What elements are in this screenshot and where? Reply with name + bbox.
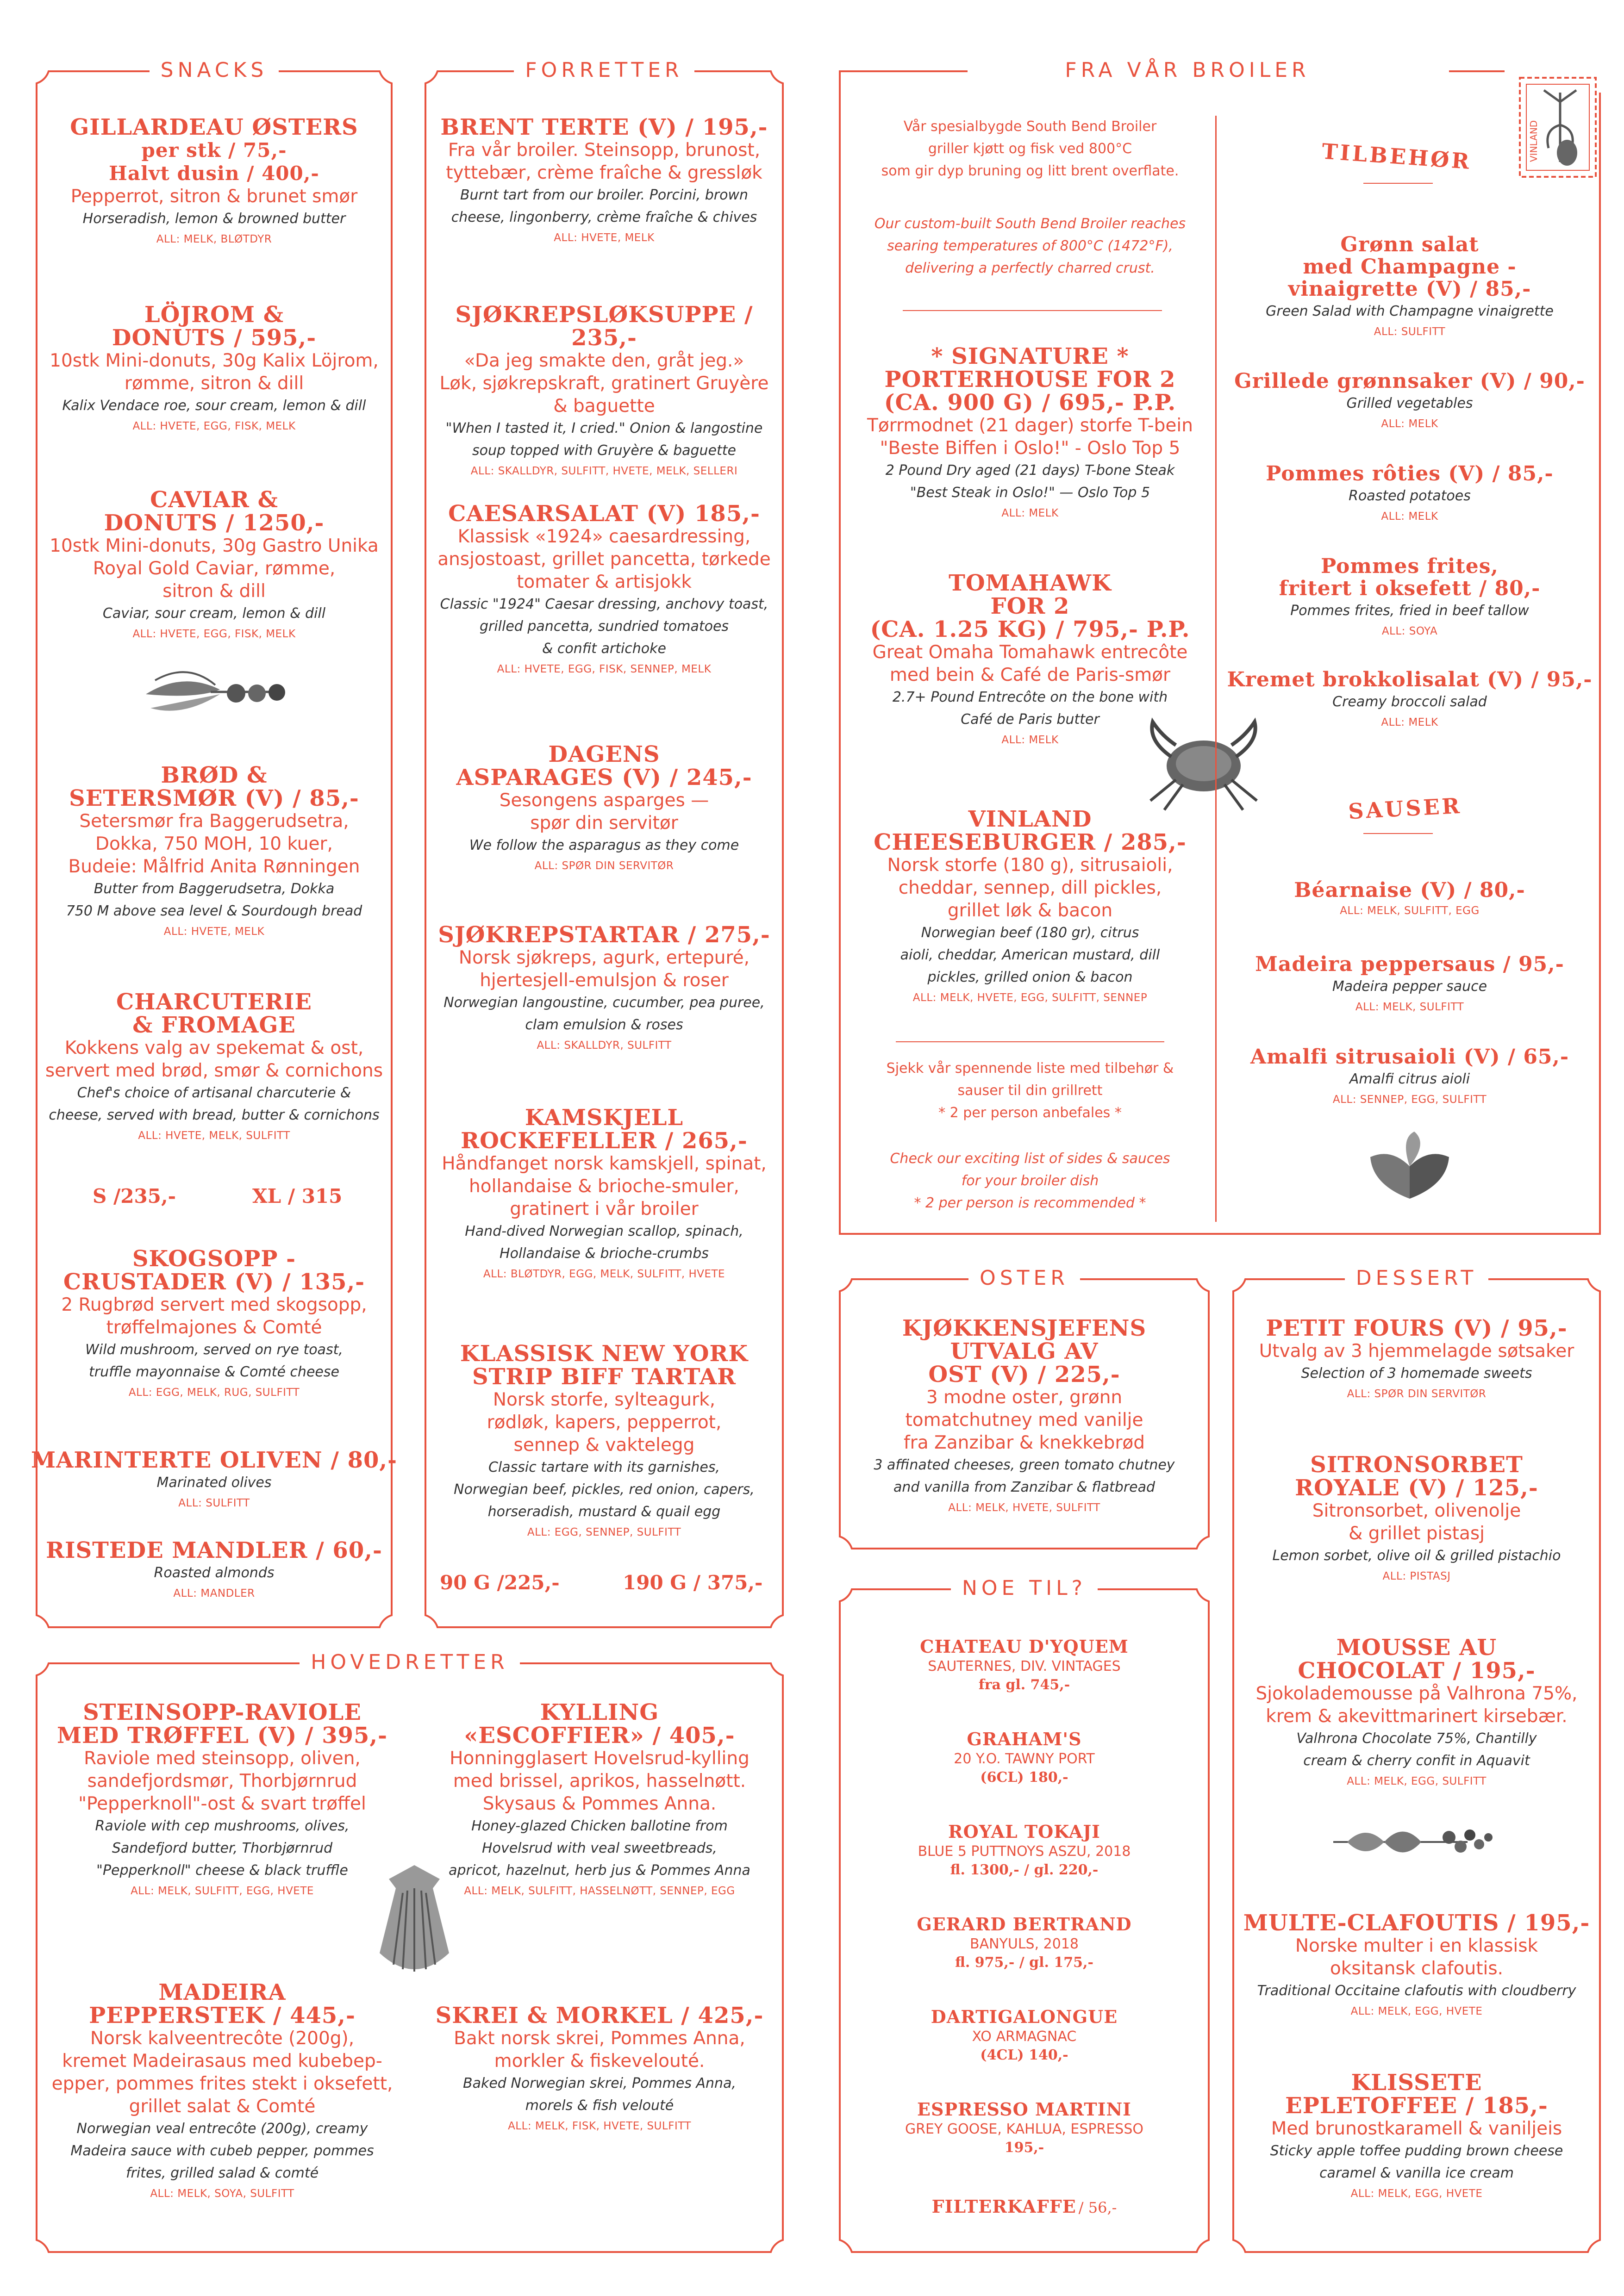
lobster-stamp-icon — [1516, 74, 1599, 182]
menu-item: * SIGNATURE * PORTERHOUSE FOR 2 (CA. 900 G) / 695,- P.P. Tørrmodnet (21 dager) storfe T-bein "Beste Biffen i Oslo!" - Oslo Top 5 2 Pound Dry aged (21 days) T-bone Steak "Best Steak in Oslo!" — Oslo Top 5 ALL: MELK — [867, 343, 1193, 519]
menu-item: DAGENS ASPARAGES (V) / 245,- Sesongens asparges — spør din servitør We follow the asparagus as they come ALL: SPØR DIN SERVITØR — [456, 741, 752, 872]
snacks-title: SNACKS — [30, 58, 398, 82]
menu-item: STEINSOPP-RAVIOLE MED TRØFFEL (V) / 395,- Raviole med steinsopp, oliven, sandefjordsmør, Thorbjørnrud "Pepperknoll"-ost & svart trøffel Raviole with cep mushrooms, olives, Sandefjord butter, Thorbjørnrud "Pepperknoll" cheese & black truffle ALL: MELK, SULFITT, EGG, HVETE — [56, 1699, 388, 1897]
dessert-panel — [1227, 1266, 1606, 2259]
menu-item: Pommes frites, fritert i oksefett / 80,- Pommes frites, fried in beef tallow ALL: SOYA — [1279, 554, 1541, 637]
menu-item: KLISSETE EPLETOFFEE / 185,- Med brunostkaramell & vaniljeis Sticky apple toffee pudding brown cheese caramel & vanilla ice cream ALL: MELK, EGG, HVETE — [1270, 2070, 1563, 2200]
divider — [903, 310, 1162, 311]
divider — [1363, 183, 1433, 184]
menu-item: Pommes rôties (V) / 85,- Roasted potatoes ALL: MELK — [1266, 462, 1554, 523]
column-divider — [1215, 116, 1217, 1222]
drink-item: DARTIGALONGUE XO ARMAGNAC (4CL) 140,- — [931, 2006, 1118, 2063]
drink-item: CHATEAU D'YQUEM SAUTERNES, DIV. VINTAGES fra gl. 745,- — [920, 1636, 1129, 1693]
forretter-panel — [419, 58, 789, 1634]
menu-item: MULTE-CLAFOUTIS / 195,- Norske multer i en klassisk oksitansk clafoutis. Traditional Occitaine clafoutis with cloudberry ALL: MELK, EGG, HVETE — [1243, 1910, 1590, 2017]
menu-item: Béarnaise (V) / 80,- ALL: MELK, SULFITT, EGG — [1294, 878, 1525, 917]
broiler-outro-no: Sjekk vår spennende liste med tilbehør & sauser til din grillrett * 2 per person anbefales * — [886, 1060, 1174, 1121]
menu-item: KLASSISK NEW YORK STRIP BIFF TARTAR Norsk storfe, sylteagurk, rødløk, kapers, pepperrot, sennep & vaktelegg Classic tartare with its garnishes, Norwegian beef, pickles, red onion, capers, horseradish, mustard & quail egg ALL: EGG, SENNEP, SULFITT — [454, 1341, 755, 1538]
menu-item: GILLARDEAU ØSTERS per stk / 75,- Halvt dusin / 400,- Pepperrot, sitron & brunet smør Horseradish, lemon & browned butter ALL: MELK, BLØTDYR — [70, 114, 358, 245]
menu-item: MADEIRA PEPPERSTEK / 445,- Norsk kalveentrecôte (200g), kremet Madeirasaus med kubebep- epper, pommes frites stekt i oksefett, grillet salat & Comté Norwegian veal entrecôte (200g), creamy Madeira sauce with cubeb pepper, pommes frites, grilled salad & comté ALL: MELK, SOYA, SULFITT — [51, 1979, 393, 2200]
menu-item: LÖJROM & DONUTS / 595,- 10stk Mini-donuts, 30g Kalix Löjrom, rømme, sitron & dill Kalix Vendace roe, sour cream, lemon & dill ALL: HVETE, EGG, FISK, MELK — [50, 302, 379, 432]
menu-item: Amalfi sitrusaioli (V) / 65,- Amalfi citrus aioli ALL: SENNEP, EGG, SULFITT — [1250, 1045, 1569, 1106]
dessert-title: DESSERT — [1227, 1266, 1606, 1290]
menu-item: SITRONSORBET ROYALE (V) / 125,- Sitronsorbet, olivenolje & grillet pistasj Lemon sorbet, olive oil & grilled pistachio ALL: PISTASJ — [1272, 1452, 1561, 1582]
menu-item: MOUSSE AU CHOCOLAT / 195,- Sjokolademousse på Valhrona 75%, krem & akevittmarinert kirsebær. Valhrona Chocolate 75%, Chantilly cream & cherry confit in Aquavit ALL: MELK, EGG, SULFITT — [1255, 1635, 1578, 1787]
size-90g-price: 90 G /225,- — [440, 1571, 560, 1594]
noe-til-panel — [833, 1576, 1215, 2259]
menu-item: MARINTERTE OLIVEN / 80,- Marinated olives ALL: SULFITT — [31, 1447, 398, 1509]
menu-item: KYLLING «ESCOFFIER» / 405,- Honningglasert Hovelsrud-kylling med brissel, aprikos, hasselnøtt. Skysaus & Pommes Anna. Honey-glazed Chicken ballotine from Hovelsrud with veal sweetbreads, apricot, hazelnut, herb jus & Pommes Anna ALL: MELK, SULFITT, HASSELNØTT, SENNEP, EGG — [449, 1699, 750, 1897]
divider — [1363, 833, 1433, 834]
oster-panel — [833, 1266, 1215, 1555]
menu-item: CHARCUTERIE & FROMAGE Kokkens valg av spekemat & ost, servert med brød, smør & cornichons Chef's choice of artisanal charcuterie & cheese, served with bread, butter & cornichons ALL: HVETE, MELK, SULFITT — [45, 989, 383, 1142]
menu-item: SJØKREPSTARTAR / 275,- Norsk sjøkreps, agurk, ertepuré, hjertesjell-emulsjon & roser Norwegian langoustine, cucumber, pea puree, clam emulsion & roses ALL: SKALLDYR, SULFITT — [438, 922, 770, 1052]
menu-item: Madeira peppersaus / 95,- Madeira pepper sauce ALL: MELK, SULFITT — [1255, 952, 1564, 1013]
drink-item: ESPRESSO MARTINI GREY GOOSE, KAHLUA, ESPRESSO 195,- — [905, 2099, 1144, 2156]
basil-leaf-icon — [1363, 1129, 1456, 1205]
drink-item: ROYAL TOKAJI BLUE 5 PUTTNOYS ASZU, 2018 fl. 1300,- / gl. 220,- — [918, 1821, 1131, 1878]
hovedretter-panel — [30, 1650, 789, 2259]
broiler-panel — [833, 58, 1606, 1240]
sauser-title: SAUSER — [1347, 793, 1463, 824]
menu-item: CAESARSALAT (V) 185,- Klassisk «1924» caesardressing, ansjostoast, grillet pancetta, tørkede tomater & artisjokk Classic "1924" Caesar dressing, anchovy toast, grilled pancetta, sundried tomatoes & confit artichoke ALL: HVETE, EGG, FISK, SENNEP, MELK — [437, 501, 771, 675]
divider — [896, 1041, 1164, 1042]
herb-sprig-icon — [141, 662, 294, 724]
menu-item: SJØKREPSLØKSUPPE / 235,- «Da jeg smakte den, gråt jeg.» Løk, sjøkrepskraft, gratinert Gruyère & baguette "When I tasted it, I cried." Onion & langostine soup topped with Gruyère & baguette ALL: SKALLDYR, SULFITT, HVETE, MELK, SELLERI — [439, 302, 769, 477]
menu-item: SKREI & MORKEL / 425,- Bakt norsk skrei, Pommes Anna, morkler & fiskevelouté. Baked Norwegian skrei, Pommes Anna, morels & fish velouté ALL: MELK, FISK, HVETE, SULFITT — [435, 2003, 764, 2132]
hovedretter-title: HOVEDRETTER — [30, 1650, 789, 1674]
menu-item: BRENT TERTE (V) / 195,- Fra vår broiler. Steinsopp, brunost, tyttebær, crème fraîche & gressløk Burnt tart from our broiler. Porcini, brown cheese, lingonberry, crème fraîche & chives ALL: HVETE, MELK — [440, 114, 768, 244]
flower-sprig-icon — [1329, 1810, 1505, 1876]
broiler-title: FRA VÅR BROILER — [954, 58, 1421, 82]
oster-title: OSTER — [833, 1266, 1215, 1290]
menu-item: KJØKKENSJEFENS UTVALG AV OST (V) / 225,- 3 modne oster, grønn tomatchutney med vanilje fra Zanzibar & knekkebrød 3 affinated cheeses, green tomato chutney and vanilla from Zanzibar & flatbread ALL: MELK, HVETE, SULFITT — [874, 1315, 1175, 1514]
broiler-intro-en: Our custom-built South Bend Broiler reaches searing temperatures of 800°C (1472°F), delivering a perfectly charred crust. — [874, 216, 1186, 276]
broiler-intro-no: Vår spesialbygde South Bend Broiler griller kjøtt og fisk ved 800°C som gir dyp bruning og litt brent overflate. — [881, 118, 1179, 179]
size-xl-price: XL / 315 — [252, 1185, 343, 1207]
size-190g-price: 190 G / 375,- — [623, 1571, 763, 1594]
menu-item: SKOGSOPP - CRUSTADER (V) / 135,- 2 Rugbrød servert med skogsopp, trøffelmajones & Comté Wild mushroom, served on rye toast, truffle mayonnaise & Comté cheese ALL: EGG, MELK, RUG, SULFITT — [61, 1246, 367, 1399]
menu-item: RISTEDE MANDLER / 60,- Roasted almonds ALL: MANDLER — [46, 1537, 382, 1599]
menu-item: KAMSKJELL ROCKEFELLER / 265,- Håndfanget norsk kamskjell, spinat, hollandaise & brioche-smuler, gratinert i vår broiler Hand-dived Norwegian scallop, spinach, Hollandaise & brioche-crumbs ALL: BLØTDYR, EGG, MELK, SULFITT, HVETE — [442, 1105, 767, 1280]
noe-til-title: NOE TIL? — [833, 1576, 1215, 1600]
menu-item: PETIT FOURS (V) / 95,- Utvalg av 3 hjemmelagde søtsaker Selection of 3 homemade sweets ALL: SPØR DIN SERVITØR — [1259, 1315, 1574, 1400]
forretter-title: FORRETTER — [419, 58, 789, 82]
menu-item: BRØD & SETERSMØR (V) / 85,- Setersmør fra Baggerudsetra, Dokka, 750 MOH, 10 kuer, Budeie: Målfrid Anita Rønningen Butter from Baggerudsetra, Dokka 750 M above sea level & Sourdough bread ALL: HVETE, MELK — [66, 762, 362, 938]
drink-item: GERARD BERTRAND BANYULS, 2018 fl. 975,- / gl. 175,- — [917, 1914, 1132, 1971]
menu-item: Kremet brokkolisalat (V) / 95,- Creamy broccoli salad ALL: MELK — [1227, 668, 1593, 728]
menu-item: CAVIAR & DONUTS / 1250,- 10stk Mini-donuts, 30g Gastro Unika Royal Gold Caviar, rømme, sitron & dill Caviar, sour cream, lemon & dill ALL: HVETE, EGG, FISK, MELK — [50, 487, 379, 640]
drink-item: FILTERKAFFE / 56,- — [931, 2196, 1117, 2217]
drink-item: GRAHAM'S 20 Y.O. TAWNY PORT (6CL) 180,- — [954, 1729, 1095, 1786]
menu-item: Grønn salat med Champagne - vinaigrette (V) / 85,- Green Salad with Champagne vinaigrette ALL: SULFITT — [1266, 233, 1554, 338]
svg-text:VINLAND: VINLAND — [1528, 120, 1539, 162]
menu-item: VINLAND CHEESEBURGER / 285,- Norsk storfe (180 g), sitrusaioli, cheddar, sennep, dill pickles, grillet løk & bacon Norwegian beef (180 gr), citrus aioli, cheddar, American mustard, dill pickles, grilled onion & bacon ALL: MELK, HVETE, EGG, SULFITT, SENNEP — [874, 806, 1187, 1004]
broiler-outro-en: Check our exciting list of sides & sauces for your broiler dish * 2 per person is recommended * — [890, 1151, 1170, 1211]
snacks-panel — [30, 58, 398, 1634]
menu-item: TOMAHAWK FOR 2 (CA. 1.25 KG) / 795,- P.P. Great Omaha Tomahawk entrecôte med bein & Café de Paris-smør 2.7+ Pound Entrecôte on the bone with Café de Paris butter ALL: MELK — [870, 570, 1190, 746]
menu-item: Grillede grønnsaker (V) / 90,- Grilled vegetables ALL: MELK — [1234, 369, 1585, 430]
size-small-price: S /235,- — [93, 1185, 176, 1207]
tilbehor-title: TILBEHØR — [1321, 138, 1473, 174]
